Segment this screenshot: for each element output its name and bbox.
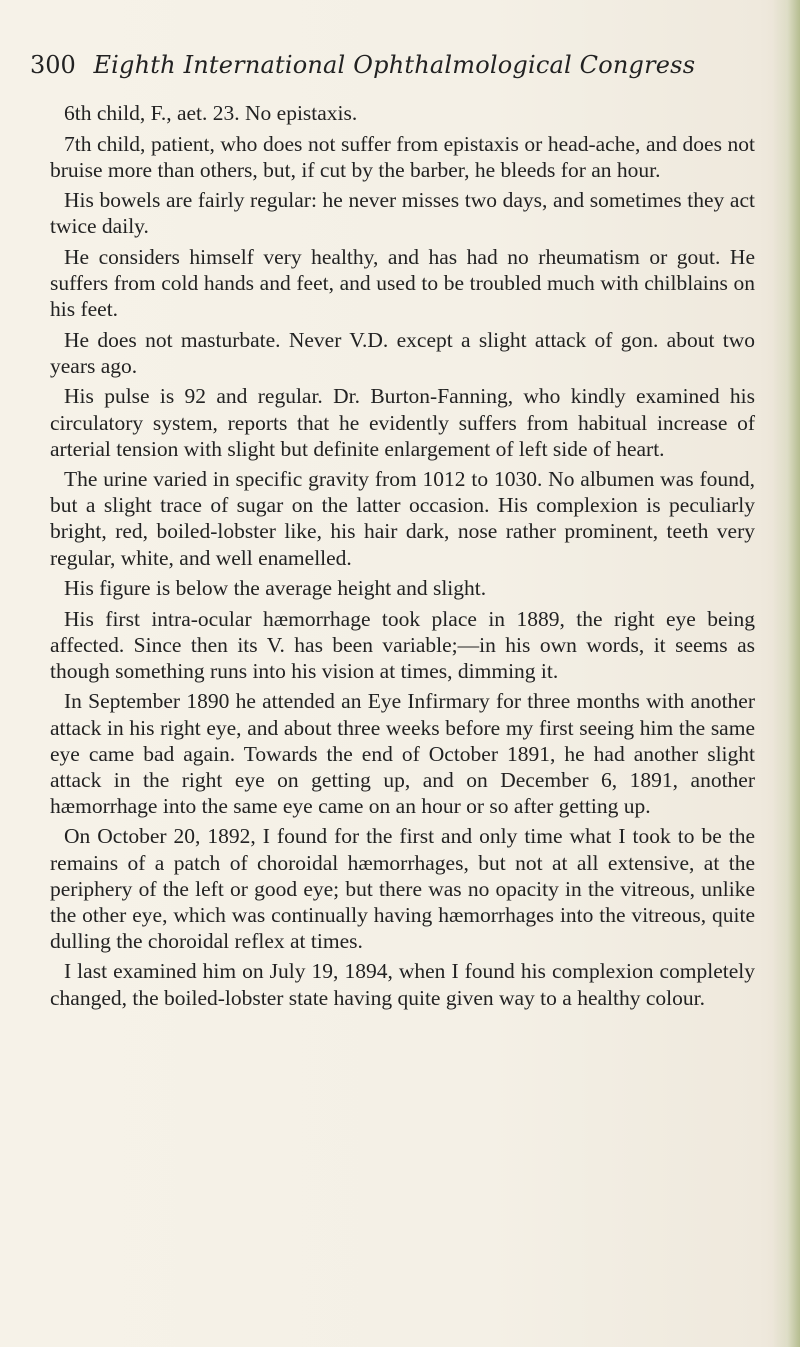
paragraph-pulse: His pulse is 92 and regular. Dr. Burton-Fanning, who kindly examined his circulatory system, reports that he evidently suffers from habitual increase of arterial tension with slight but definite enlargement of left side of heart.	[50, 384, 755, 461]
paragraph-september-1890: In September 1890 he attended an Eye Infirmary for three months with another attack in his right eye, and about three weeks before my first seeing him the same eye came bad again. Towards the end of October 1891, he had another slight attack in the right eye on getting up, and on December 6, 1891, another hæmorrhage into the same eye came on an hour or so after getting up.	[50, 689, 755, 818]
page-number: 300	[30, 51, 76, 79]
paragraph-sixth-child: 6th child, F., aet. 23. No epistaxis.	[64, 101, 358, 125]
paragraph-health: He considers himself very healthy, and has had no rheumatism or gout. He suffers from cold hands and feet, and used to be troubled much with chilblains on his feet.	[50, 244, 755, 322]
page-header	[30, 50, 695, 80]
paragraph-seventh-child: 7th child, patient, who does not suffer from epistaxis or head-ache, and does not bruise more than others, but, if cut by the barber, he bleeds for an hour.	[50, 131, 755, 182]
paragraph-urine-complexion: The urine varied in specific gravity from 1012 to 1030. No albumen was found, but a slight trace of sugar on the latter occasion. His complexion is peculiarly bright, red, boiled-lobster like, his hair dark, nose rather prominent, teeth very regular, white, and well enamelled.	[50, 467, 755, 570]
paragraph-july-1894: I last examined him on July 19, 1894, when I found his complexion completely changed, the boiled-lobster state having quite given way to a healthy colour.	[50, 959, 755, 1010]
paragraph-figure: His figure is below the average height and slight.	[64, 576, 487, 601]
paragraph-vd-history: He does not masturbate. Never V.D. except a slight attack of gon. about two years ago.	[50, 327, 755, 378]
body-text	[50, 100, 755, 1015]
paragraph-bowels: His bowels are fairly regular: he never misses two days, and sometimes they act twice daily.	[50, 188, 755, 239]
page-edge-shading	[772, 0, 800, 1347]
running-title: Eighth International Ophthalmological Congress	[93, 51, 696, 79]
paragraph-first-haemorrhage: His first intra-ocular hæmorrhage took place in 1889, the right eye being affected. Since then its V. has been variable;—in his own words, it seems as though something runs into his vision at times, dimming it.	[50, 606, 755, 683]
paragraph-october-1892: On October 20, 1892, I found for the first and only time what I took to be the remains of a patch of choroidal hæmorrhages, but not at all extensive, at the periphery of the left or good eye; but there was no opacity in the vitreous, unlike the other eye, which was continually having hæmorrhages into the vitreous, quite dulling the choroidal reflex at times.	[50, 824, 755, 953]
